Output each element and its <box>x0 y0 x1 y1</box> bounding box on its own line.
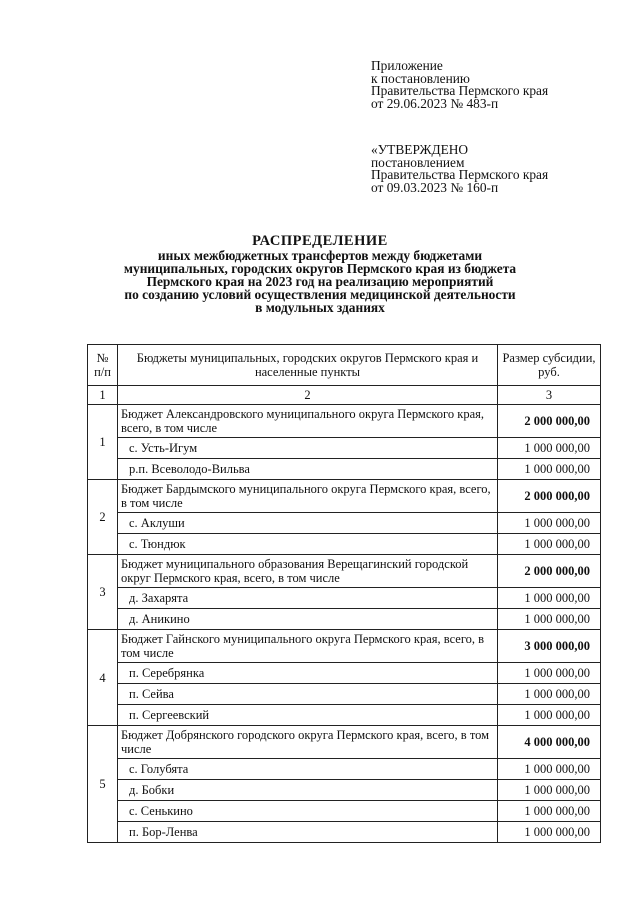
header-number: № п/п <box>88 345 118 386</box>
approval-line: постановлением <box>371 154 465 170</box>
settlement-row <box>88 663 601 684</box>
row-number: 5 <box>88 726 118 843</box>
column-number: 2 <box>118 386 498 405</box>
annex-line: к постановлению <box>371 70 470 86</box>
settlement-name: п. Серебрянка <box>118 663 498 684</box>
approval-line: Правительства Пермского края <box>371 167 549 182</box>
settlement-row <box>88 459 601 480</box>
settlement-amount: 1 000 000,00 <box>498 780 601 801</box>
table-header-row <box>88 345 601 386</box>
settlement-amount: 1 000 000,00 <box>498 459 601 480</box>
settlement-row <box>88 534 601 555</box>
settlement-amount: 1 000 000,00 <box>498 588 601 609</box>
settlement-name: с. Тюндюк <box>118 534 498 555</box>
header-budget: Бюджеты муниципальных, городских округов Пермского края и населенные пункты <box>118 345 498 386</box>
settlement-name: д. Захарята <box>118 588 498 609</box>
settlement-name: п. Сейва <box>118 684 498 705</box>
document-title: РАСПРЕДЕЛЕНИЕ <box>252 233 388 249</box>
annex-reference <box>371 60 548 110</box>
settlement-amount: 1 000 000,00 <box>498 663 601 684</box>
settlement-name: с. Усть-Игум <box>118 438 498 459</box>
subtitle-line: муниципальных, городских округов Пермского края из бюджета <box>123 261 517 276</box>
subtitle-line: по созданию условий осуществления медицинской деятельности <box>124 287 516 302</box>
settlement-row <box>88 588 601 609</box>
settlement-amount: 1 000 000,00 <box>498 801 601 822</box>
annex-line: Приложение <box>371 58 443 73</box>
settlement-row <box>88 438 601 459</box>
distribution-table <box>87 344 601 843</box>
settlement-row <box>88 684 601 705</box>
settlement-name: с. Сенькино <box>118 801 498 822</box>
settlement-name: д. Аникино <box>118 609 498 630</box>
annex-line: от 29.06.2023 № 483-п <box>371 95 499 111</box>
budget-total: 3 000 000,00 <box>498 630 601 663</box>
column-number: 3 <box>498 386 601 405</box>
column-number-row <box>88 386 601 405</box>
annex-line: Правительства Пермского края <box>371 83 549 98</box>
settlement-row <box>88 759 601 780</box>
settlement-row <box>88 801 601 822</box>
settlement-row <box>88 513 601 534</box>
budget-row <box>88 480 601 513</box>
budget-name: Бюджет Добрянского городского округа Пермского края, всего, в том числе <box>118 726 498 759</box>
settlement-name: р.п. Всеволодо-Вильва <box>118 459 498 480</box>
settlement-amount: 1 000 000,00 <box>498 609 601 630</box>
budget-total: 2 000 000,00 <box>498 405 601 438</box>
document-subtitle <box>0 249 640 314</box>
settlement-amount: 1 000 000,00 <box>498 534 601 555</box>
subtitle-line: иных межбюджетных трансфертов между бюджетами <box>157 248 483 263</box>
approval-reference <box>371 144 548 194</box>
settlement-name: п. Сергеевский <box>118 705 498 726</box>
row-number: 4 <box>88 630 118 726</box>
settlement-amount: 1 000 000,00 <box>498 759 601 780</box>
budget-row <box>88 555 601 588</box>
row-number: 1 <box>88 405 118 480</box>
budget-total: 2 000 000,00 <box>498 555 601 588</box>
subtitle-line: в модульных зданиях <box>255 300 385 315</box>
budget-name: Бюджет Гайнского муниципального округа Пермского края, всего, в том числе <box>118 630 498 663</box>
settlement-amount: 1 000 000,00 <box>498 438 601 459</box>
settlement-name: п. Бор-Ленва <box>118 822 498 843</box>
approval-line: от 09.03.2023 № 160-п <box>371 179 499 195</box>
settlement-amount: 1 000 000,00 <box>498 513 601 534</box>
settlement-amount: 1 000 000,00 <box>498 822 601 843</box>
budget-row <box>88 405 601 438</box>
header-amount: Размер субсидии, руб. <box>498 345 601 386</box>
budget-row <box>88 630 601 663</box>
budget-name: Бюджет Бардымского муниципального округа Пермского края, всего, в том числе <box>118 480 498 513</box>
row-number: 3 <box>88 555 118 630</box>
settlement-row <box>88 780 601 801</box>
budget-name: Бюджет муниципального образования Верещагинский городской округ Пермского края, всего, в том числе <box>118 555 498 588</box>
settlement-name: с. Аклуши <box>118 513 498 534</box>
approval-line: «УТВЕРЖДЕНО <box>371 142 469 157</box>
budget-row <box>88 726 601 759</box>
settlement-name: с. Голубята <box>118 759 498 780</box>
settlement-row <box>88 609 601 630</box>
settlement-amount: 1 000 000,00 <box>498 684 601 705</box>
row-number: 2 <box>88 480 118 555</box>
settlement-name: д. Бобки <box>118 780 498 801</box>
settlement-row <box>88 705 601 726</box>
subtitle-line: Пермского края на 2023 год на реализацию мероприятий <box>146 274 494 289</box>
budget-total: 4 000 000,00 <box>498 726 601 759</box>
budget-total: 2 000 000,00 <box>498 480 601 513</box>
settlement-amount: 1 000 000,00 <box>498 705 601 726</box>
budget-name: Бюджет Александровского муниципального округа Пермского края, всего, в том числе <box>118 405 498 438</box>
column-number: 1 <box>88 386 118 405</box>
settlement-row <box>88 822 601 843</box>
